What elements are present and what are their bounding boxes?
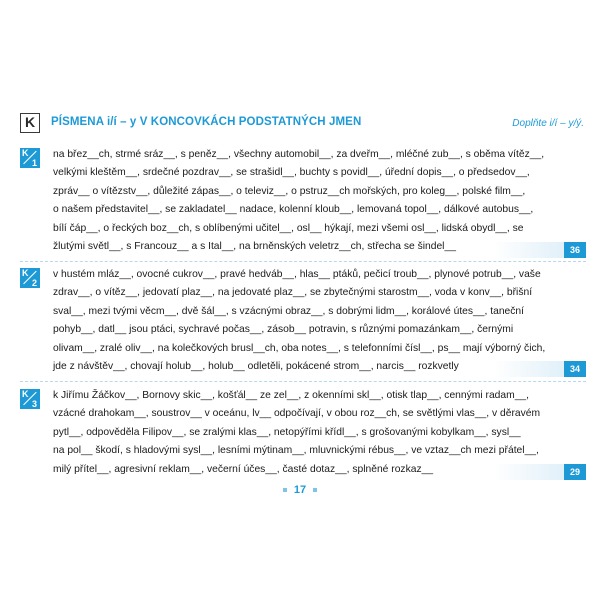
exercise-line: sval__, mezi tvými věcm__, dvě šál__, s vzácnými obraz__, s dobrými lidm__, korálové útes__, taneční: [53, 305, 525, 317]
exercise-tag-number: 1: [31, 158, 37, 168]
exercise-line: vzácné drahokam__, soustrov__ v oceánu, lv__ odpočívají, v obou roz__ch, se světlými vlas__, v děravém: [53, 408, 541, 420]
score-bar: [494, 464, 586, 480]
exercise-line: žlutými světl__, s Francouz__ a s Ital__, na brněnských veletrz__ch, střecha se šindel__: [53, 241, 456, 253]
exercise-line: v hustém mláz__, ovocné cukrov__, pravé hedváb__, hlas__ ptáků, pečicí troub__, plynové potrub__, vaše: [53, 269, 541, 280]
exercise-3: [20, 387, 586, 483]
exercise-tag-letter: K: [22, 268, 29, 278]
section-divider: [20, 381, 586, 382]
exercise-line: k Jiřímu Žáčkov__, Bornovy skic__, košťál__ ze zel__, z okenními skl__, otisk tlap__, cennými radam__,: [53, 390, 530, 401]
score-badge: 36: [564, 242, 586, 258]
exercise-text: [53, 266, 583, 376]
exercise-2: [20, 266, 586, 378]
exercise-tag-letter: K: [22, 148, 29, 158]
exercise-tag-letter: K: [22, 389, 29, 399]
exercise-text: [53, 146, 583, 256]
page-footer: [0, 484, 600, 496]
exercise-line: pytl__, odpověděla Filipov__, se zralými klas__, netopýřími křídl__, s grošovanými kobylkam__, sysl__: [53, 426, 521, 438]
section-title: PÍSMENA i/í – y V KONCOVKÁCH PODSTATNÝCH JMEN: [51, 116, 362, 128]
exercise-1: [20, 146, 586, 260]
square-bullet-icon: [313, 488, 317, 492]
exercise-tag-number: 2: [31, 278, 37, 288]
score-bar: [494, 361, 586, 377]
exercise-tag-1: [20, 148, 40, 168]
exercise-header: [20, 113, 586, 139]
score-bar: [494, 242, 586, 258]
exercise-line: pohyb__, datl__ jsou ptáci, sychravé počas__, zásob__ potravin, s různými pomazánkam__, černými: [53, 324, 514, 336]
exercise-line: zdrav__, o vítěz__, jedovatí plaz__, na jedovaté plaz__, se zbytečnými starostm__, voda v konv__, břišní: [53, 287, 533, 299]
exercise-tag-2: [20, 268, 40, 288]
exercise-line: olivam__, zralé oliv__, na kolečkových brusl__ch, oba notes__, s telefonními čísl__, ps__ mají výborný čich,: [53, 342, 546, 354]
exercise-tag-number: 3: [31, 399, 37, 409]
exercise-line: jde z návštěv__, chovají holub__, holub__ odletěli, pokácené strom__, narcis__ rozkvetly: [53, 361, 459, 373]
exercise-line: o našem představitel__, se zakladatel__ nadace, kolenní kloub__, lemovaná topol__, dálkové autobus__,: [53, 204, 534, 216]
instruction-text: Doplňte i/í – y/ý.: [512, 118, 584, 129]
exercise-line: bílí čáp__, o řeckých boz__ch, s oblíbenými učitel__, osl__ hýkají, mezi všemi osl__, lidská obydl__, se: [53, 222, 524, 234]
score-badge: 34: [564, 361, 586, 377]
score-badge: 29: [564, 464, 586, 480]
section-letter-box: K: [20, 113, 40, 133]
exercise-line: milý přítel__, agresivní reklam__, večerní účes__, časté dotaz__, splněné rozkaz__: [53, 463, 434, 475]
exercise-line: zpráv__ o vítězstv__, důležité zápas__, o televiz__, o pstruz__ch mořských, pro koleg__, polské film__,: [53, 185, 526, 197]
page-number: 17: [293, 484, 307, 496]
section-divider: [20, 261, 586, 262]
square-bullet-icon: [283, 488, 287, 492]
exercise-line: velkými kleštěm__, srdečné pozdrav__, se strašidl__, buchty s povidl__, úřední dopis__, o předsedov__,: [53, 167, 530, 179]
exercise-line: na břez__ch, strmé sráz__, s peněz__, všechny automobil__, za dveřm__, mléčné zub__, s oběma vítěz__,: [53, 149, 545, 160]
exercise-line: na pol__ škodí, s hladovými sysl__, lesními mýtinam__, mluvnickými rébus__, ve vztaz__ch mezi přátel__,: [53, 445, 539, 457]
exercise-tag-3: [20, 389, 40, 409]
